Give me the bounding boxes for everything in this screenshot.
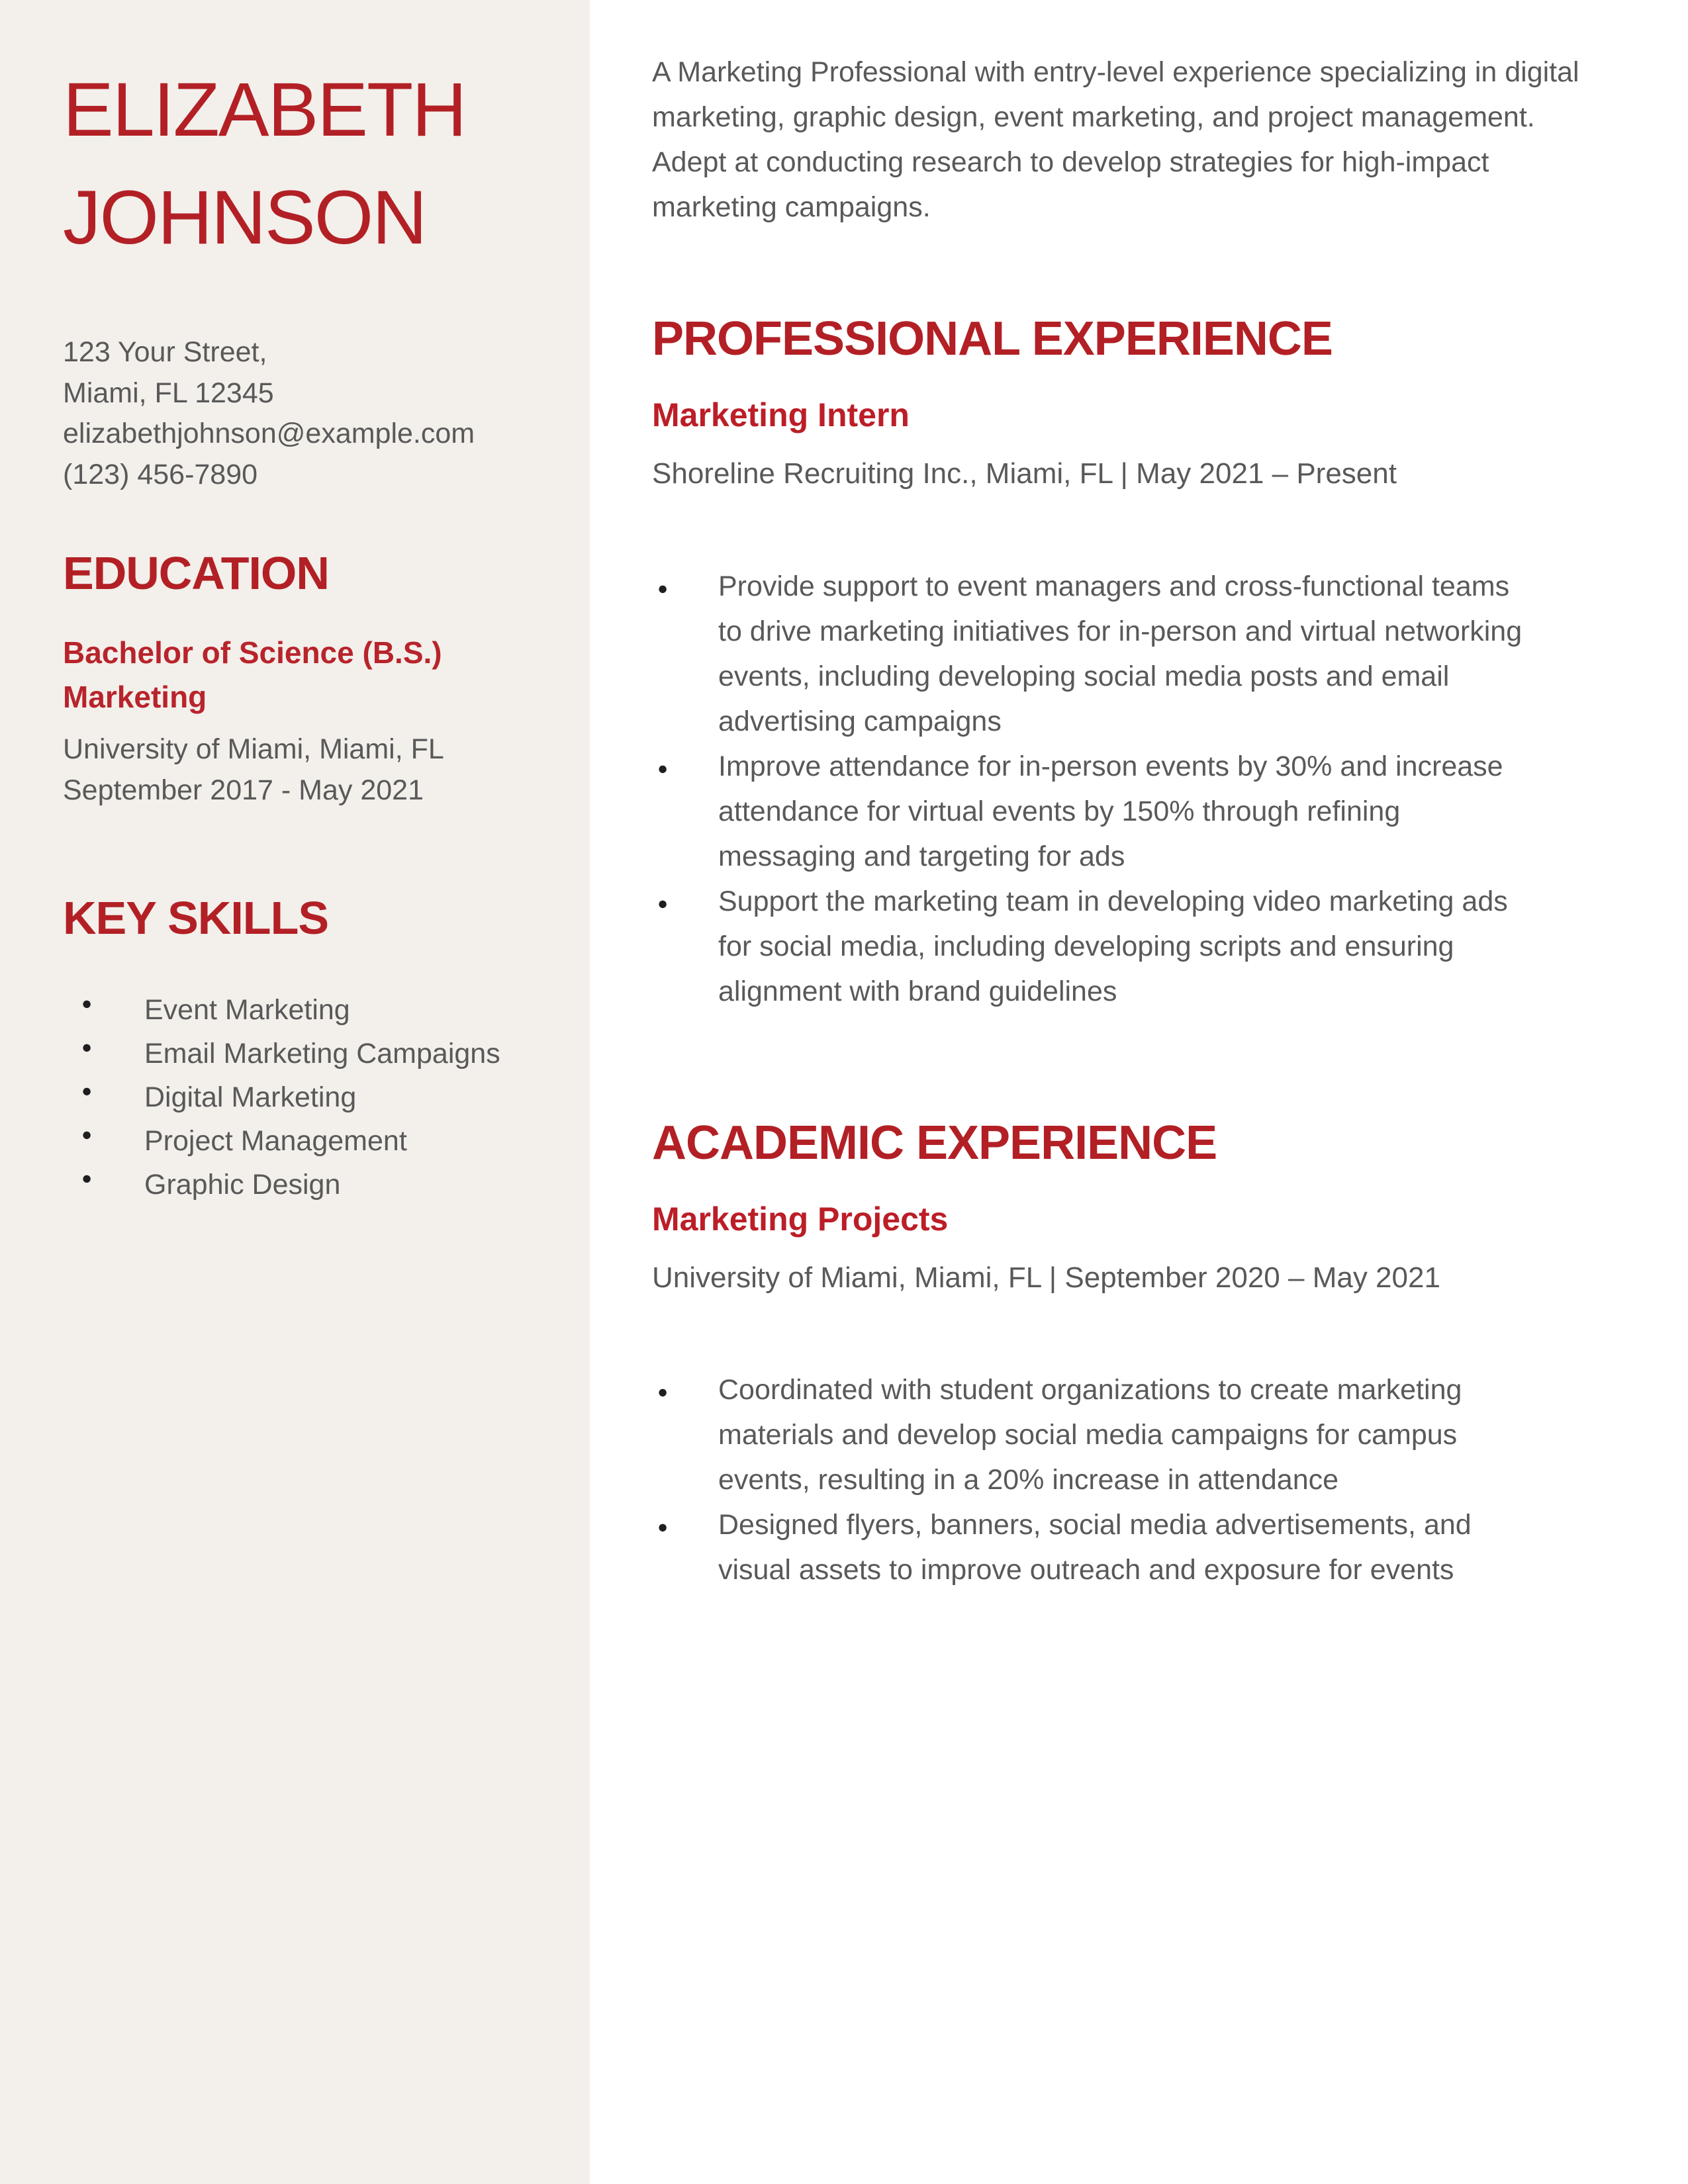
professional-bullet-list xyxy=(652,564,1582,1014)
academic-experience-heading: ACADEMIC EXPERIENCE xyxy=(652,1116,1217,1169)
education-dates: September 2017 - May 2021 xyxy=(63,774,424,806)
main-column xyxy=(590,0,1688,2184)
bullet-item: ● Support the marketing team in developing video marketing ads for social media, including developing scripts and ensuring alignment with brand guidelines xyxy=(652,879,1523,1014)
person-name: ELIZABETH JOHNSON xyxy=(63,68,466,261)
skill-item: ● Email Marketing Campaigns xyxy=(81,1032,550,1076)
project-meta: University of Miami, Miami, FL | September 2020 – May 2021 xyxy=(652,1261,1440,1294)
project-title: Marketing Projects xyxy=(652,1200,949,1238)
job-meta: Shoreline Recruiting Inc., Miami, FL | May 2021 – Present xyxy=(652,457,1397,490)
skill-item: ● Project Management xyxy=(81,1120,550,1163)
education-degree: Bachelor of Science (B.S.) Marketing xyxy=(63,635,442,714)
skill-item: ● Digital Marketing xyxy=(81,1076,550,1120)
contact-city: Miami, FL 12345 xyxy=(63,377,274,409)
skill-item: ● Graphic Design xyxy=(81,1163,550,1207)
key-skills-list xyxy=(63,989,550,1206)
bullet-item: ● Improve attendance for in-person events by 30% and increase attendance for virtual events by 150% through refining messaging and targeting for ads xyxy=(652,744,1523,879)
contact-phone: (123) 456-7890 xyxy=(63,459,258,491)
academic-bullet-list xyxy=(652,1367,1582,1592)
job-title: Marketing Intern xyxy=(652,396,910,433)
education-school: University of Miami, Miami, FL xyxy=(63,733,444,765)
contact-block xyxy=(63,332,550,496)
sidebar xyxy=(0,0,590,2184)
education-meta xyxy=(63,729,550,811)
bullet-item: ● Provide support to event managers and cross-functional teams to drive marketing initiatives for in-person and virtual networking events, including developing social media posts and email advertising campaigns xyxy=(652,564,1523,744)
contact-email: elizabethjohnson@example.com xyxy=(63,418,475,450)
skill-item: ● Event Marketing xyxy=(81,989,550,1032)
bullet-item: ● Designed flyers, banners, social media advertisements, and visual assets to improve outreach and exposure for events xyxy=(652,1502,1523,1592)
key-skills-heading: KEY SKILLS xyxy=(63,892,329,944)
professional-experience-heading: PROFESSIONAL EXPERIENCE xyxy=(652,312,1333,365)
education-heading: EDUCATION xyxy=(63,547,329,600)
bullet-item: ● Coordinated with student organizations to create marketing materials and develop social media campaigns for campus events, resulting in a 20% increase in attendance xyxy=(652,1367,1523,1502)
contact-street: 123 Your Street, xyxy=(63,336,267,368)
summary-paragraph: A Marketing Professional with entry-level experience specializing in digital marketing, graphic design, event marketing, and project management. Adept at conducting research to develop strategies for high-impact marketing campaigns. xyxy=(652,56,1579,223)
